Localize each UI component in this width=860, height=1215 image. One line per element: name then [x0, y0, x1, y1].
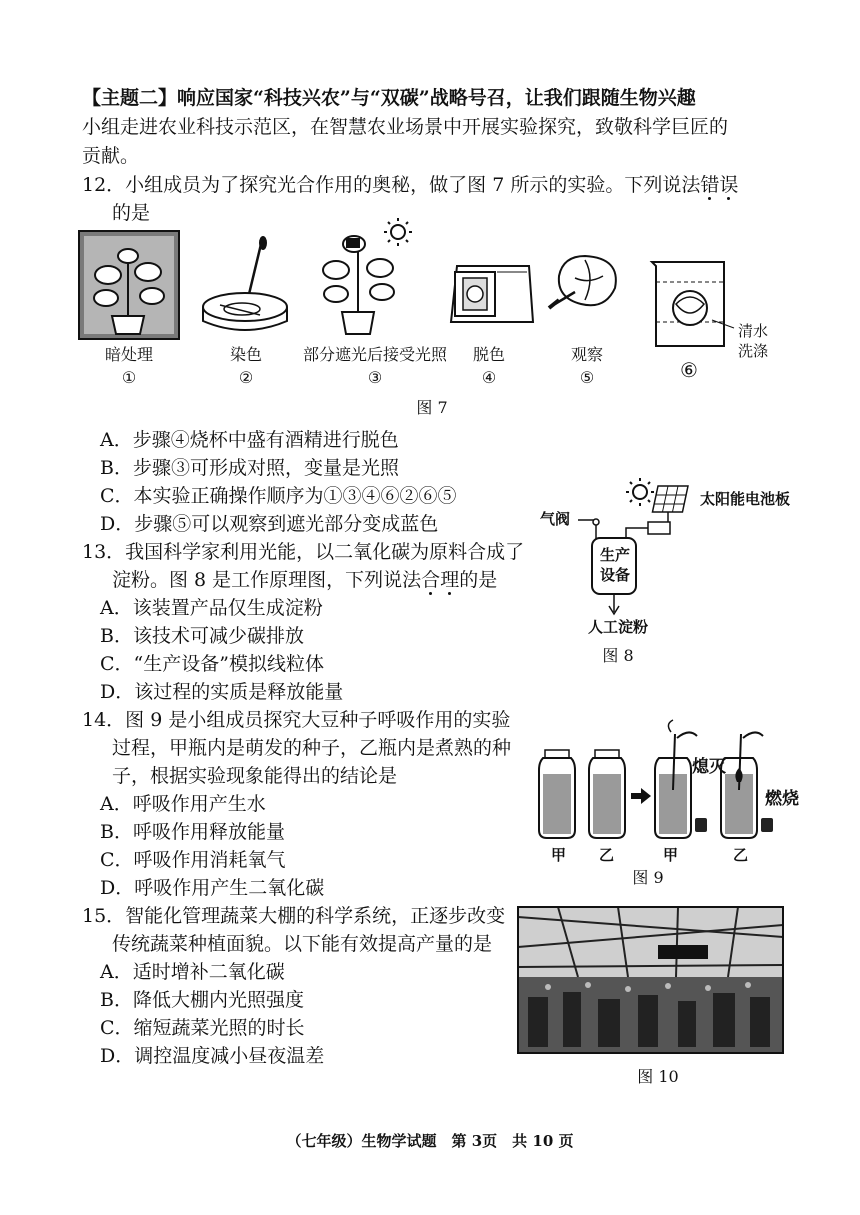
figure-10-greenhouse-photo	[518, 907, 783, 1053]
q14-stem-line-2: 过程，甲瓶内是萌发的种子，乙瓶内是煮熟的种	[112, 737, 512, 759]
step1-caption: 暗处理	[104, 345, 153, 364]
figure-8-caption: 图 8	[602, 646, 634, 665]
step4-caption: 脱色	[472, 345, 505, 364]
step2-caption: 染色	[229, 345, 262, 364]
q12-option-d: D．步骤⑤可以观察到遮光部分变成蓝色	[100, 513, 439, 535]
q14-option-d: D．呼吸作用产生二氧化碳	[100, 877, 325, 899]
jar-label-4: 乙	[733, 846, 749, 864]
step3-number: ③	[367, 368, 383, 387]
artificial-starch-label: 人工淀粉	[588, 618, 649, 636]
q13-option-a: A．该装置产品仅生成淀粉	[100, 597, 323, 619]
q13-option-b: B．该技术可减少碳排放	[100, 625, 304, 647]
q12-option-a: A．步骤④烧杯中盛有酒精进行脱色	[100, 429, 399, 451]
step2-stain-dish-image	[200, 235, 290, 340]
q13-stem-emph-1: 合	[421, 569, 441, 591]
q13-stem-line-1: 13．我国科学家利用光能，以二氧化碳为原料合成了	[82, 541, 525, 563]
step2-number: ②	[238, 368, 254, 387]
jar-label-2: 乙	[599, 846, 615, 864]
q13-stem-emph-2: 理	[440, 569, 460, 591]
q14-stem-line-1: 14．图 9 是小组成员探究大豆种子呼吸作用的实验	[82, 709, 511, 731]
step4-decolor-bath-image	[447, 262, 535, 326]
q14-stem-line-3: 子，根据实验现象能得出的结论是	[112, 765, 398, 787]
extinguish-label: 熄灭	[692, 757, 726, 777]
q13-stem-a: 淀粉。图 8 是工作原理图，下列说法	[112, 569, 422, 591]
page-footer: （七年级）生物学试题 第 3页 共 10 页	[286, 1132, 574, 1150]
q12-option-c: C．本实验正确操作顺序为①③④⑥②⑥⑤	[100, 485, 457, 507]
q13-option-d: D．该过程的实质是释放能量	[100, 681, 344, 703]
water-label-2: 洗涤	[738, 342, 769, 360]
q14-option-b: B．呼吸作用释放能量	[100, 821, 285, 843]
jar-label-1: 甲	[551, 846, 567, 864]
q13-stem-d: 的是	[459, 569, 498, 591]
step6-beaker-image	[650, 260, 730, 350]
device-label-2: 设备	[600, 566, 631, 584]
solar-panel-label: 太阳能电池板	[700, 490, 791, 508]
step3-light-plant-image	[318, 218, 418, 340]
figure-10-caption: 图 10	[637, 1067, 679, 1086]
valve-label: 气阀	[540, 510, 571, 528]
intro-line-1: 【主题二】响应国家“科技兴农”与“双碳”战略号召，让我们跟随生物兴趣	[82, 87, 696, 109]
step5-caption: 观察	[570, 345, 603, 364]
figure-7-caption: 图 7	[416, 398, 448, 417]
step5-number: ⑤	[579, 368, 595, 387]
q12-stem-emph-2: 误	[719, 174, 739, 196]
step4-number: ④	[481, 368, 497, 387]
q15-option-d: D．调控温度减小昼夜温差	[100, 1045, 325, 1067]
q15-stem-line-2: 传统蔬菜种植面貌。以下能有效提高产量的是	[112, 933, 493, 955]
jar-label-3: 甲	[663, 846, 679, 864]
step6-number: ⑥	[680, 358, 698, 382]
step1-number: ①	[121, 368, 137, 387]
step5-leaf-observe-image	[545, 248, 627, 318]
q12-stem-emph-1: 错	[700, 174, 720, 196]
q12-option-b: B．步骤③可形成对照，变量是光照	[100, 457, 399, 479]
device-label-1: 生产	[600, 546, 631, 564]
q15-stem-line-1: 15．智能化管理蔬菜大棚的科学系统，正逐步改变	[82, 905, 506, 927]
q15-option-a: A．适时增补二氧化碳	[100, 961, 285, 983]
q14-option-a: A．呼吸作用产生水	[100, 793, 266, 815]
q15-option-b: B．降低大棚内光照强度	[100, 989, 304, 1011]
figure-8-diagram	[560, 472, 710, 622]
intro-line-2: 小组走进农业科技示范区，在智慧农业场景中开展实验探究，致敬科学巨匠的	[82, 116, 729, 138]
q13-option-c: C．“生产设备”模拟线粒体	[100, 653, 324, 675]
intro-line-3: 贡献。	[82, 145, 140, 167]
q15-option-c: C．缩短蔬菜光照的时长	[100, 1017, 305, 1039]
water-label-1: 清水	[738, 322, 769, 340]
q13-stem-line-2	[112, 567, 497, 594]
figure-9-caption: 图 9	[632, 868, 664, 887]
q12-stem-line-2: 的是	[112, 202, 151, 224]
step3-caption: 部分遮光后接受光照	[302, 345, 447, 364]
q12-stem-a: 12．小组成员为了探究光合作用的奥秘，做了图 7 所示的实验。下列说法	[82, 174, 701, 196]
burn-label: 燃烧	[765, 789, 799, 809]
figure-9-jars	[535, 730, 785, 845]
step1-dark-plant-image	[78, 230, 180, 340]
q12-stem-line-1	[82, 172, 738, 199]
q14-option-c: C．呼吸作用消耗氧气	[100, 849, 286, 871]
